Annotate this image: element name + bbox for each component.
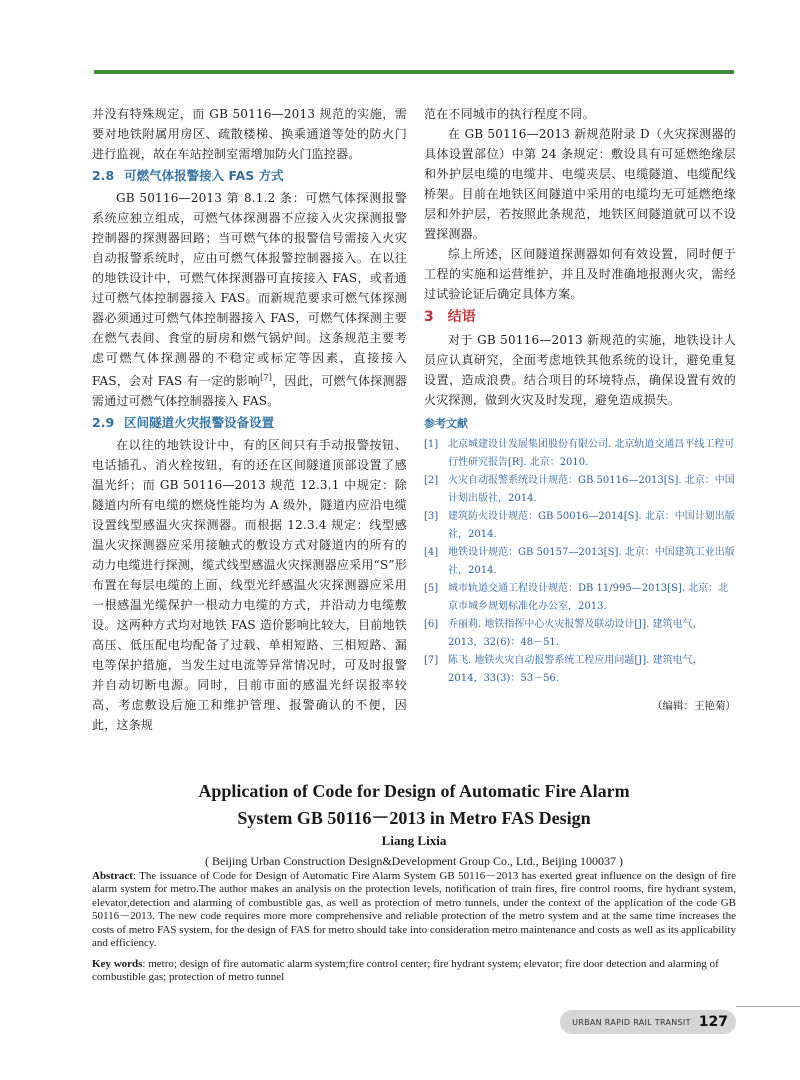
- reference-item: [424, 436, 736, 472]
- english-affiliation: ( Beijing Urban Construction Design&Development Group Co., Ltd., Beijing 100037 ): [205, 854, 623, 868]
- journal-name: URBAN RAPID RAIL TRANSIT: [572, 1017, 691, 1027]
- reference-text: 乔丽莉. 地铁指挥中心火灾报警及联动设计[J]. 建筑电气，2013，32(6)：48－51.: [448, 619, 703, 648]
- section-title: 可燃气体报警接入 FAS 方式: [124, 168, 284, 183]
- reference-item: [424, 652, 736, 688]
- reference-number: [1]: [424, 439, 439, 450]
- editor-note: （编辑：王艳菊）: [652, 700, 736, 712]
- footer-rule: [736, 1006, 800, 1007]
- reference-item: [424, 508, 736, 544]
- references-heading: 参考文献: [424, 417, 468, 430]
- reference-text: 北京城建设计发展集团股份有限公司. 北京轨道交通昌平线工程可行性研究报告[R]. 北京：2010.: [448, 439, 735, 468]
- reference-number: [2]: [424, 475, 439, 486]
- section-heading-3: [424, 306, 736, 328]
- paragraph: 并没有特殊规定，而 GB 50116—2013 规范的实施，需要对地铁附属用房区、疏散楼梯、换乘通道等处的防火门进行监视，故在车站控制室需增加防火门监控器。: [92, 107, 407, 161]
- reference-number: [7]: [424, 655, 439, 666]
- top-rule: [94, 70, 734, 74]
- reference-list: [424, 436, 736, 688]
- english-keywords: [92, 958, 736, 985]
- reference-number: [3]: [424, 511, 439, 522]
- reference-text: 城市轨道交通工程设计规范：DB 11/995—2013[S]. 北京：北京市城乡规划标准化办公室，2013.: [448, 583, 729, 612]
- paragraph: 在 GB 50116—2013 新规范附录 D（火灾探测器的具体设置部位）中第 24 条规定：敷设具有可延燃绝缘层和外护层电缆的电缆井、电缆夹层、电缆隧道、电缆配线桥架。目前在地铁区间隧道中采用的电缆均无可延燃绝缘层和外护层，若按照此条规范，地铁区间隧道就可以不设置探测器。: [424, 127, 736, 241]
- paragraph: 范在不同城市的执行程度不同。: [424, 107, 595, 121]
- right-column: [424, 104, 736, 714]
- section-title: 结语: [447, 309, 476, 325]
- section-heading-2-8: [92, 166, 407, 186]
- english-title-line: System GB 50116－2013 in Metro FAS Design: [237, 808, 591, 828]
- citation-ref: [7]: [260, 373, 273, 382]
- reference-number: [6]: [424, 619, 439, 630]
- reference-number: [5]: [424, 583, 439, 594]
- page-footer: [560, 1010, 736, 1034]
- keywords-text: : metro; design of fire automatic alarm system;fire control center; fire hydrant system; elevator; fire door detection and alarming of combustible gas; protection of metro tunnel: [92, 958, 719, 984]
- section-number: 3: [424, 309, 434, 325]
- paragraph: 对于 GB 50116—2013 新规范的实施，地铁设计人员应认真研究，全面考虑地铁其他系统的设计，避免重复设置，造成浪费。结合项目的环境特点，确保设置有效的火灾探测，做到火灾及时发现，避免造成损失。: [424, 333, 736, 407]
- paragraph: 综上所述，区间隧道探测器如何有效设置，同时便于工程的实施和运营维护，并且及时准确地报测火灾，需经过试验论证后确定具体方案。: [424, 247, 736, 301]
- english-title-line: Application of Code for Design of Automatic Fire Alarm: [198, 781, 630, 801]
- english-abstract: [92, 870, 736, 950]
- section-number: 2.8: [92, 168, 115, 183]
- section-title: 区间隧道火灾报警设备设置: [124, 415, 275, 430]
- abstract-label: Abstract: [92, 870, 133, 882]
- reference-text: 地铁设计规范：GB 50157—2013[S]. 北京：中国建筑工业出版社，2014.: [448, 547, 735, 576]
- abstract-text: : The issuance of Code for Design of Automatic Fire Alarm System GB 50116－2013 has exerted great influence on the design of fire alarm system for metro.The author makes an analysis on the protection levels, notification of train fires, fire control rooms, fire hydrant system, elevator,detection and alarming of combustible gas, as well as protection of metro tunnels, under the context of the application of the code GB 50116－2013. The new code requires more more comprehensive and reliable protection of the metro system and at the same time increases the costs of metro FAS system, for the design of FAS for metro should take into consideration metro maintenance and costs as well as its applicability and efficiency.: [92, 870, 736, 950]
- reference-text: 建筑防火设计规范：GB 50016—2014[S]. 北京：中国计划出版社，2014.: [448, 511, 735, 540]
- paragraph-text: GB 50116—2013 第 8.1.2 条：可燃气体探测报警系统应独立组成，可燃气体探测器不应接入火灾探测报警控制器的探测器回路；当可燃气体的报警信号需接入火灾自动报警系统时，应由可燃气体报警控制器接入。在以往的地铁设计中，可燃气体探测器可直接接入 FAS，或者通过可燃气体控制器接入 FAS。而新规范要求可燃气体探测器必须通过可燃气体控制器接入 FAS，可燃气体探测主要在燃气表间、食堂的厨房和燃气锅炉间。这条规范主要考虑可燃气体探测器的不稳定或标定等因素，直接接入 FAS，会对 FAS 有一定的影响: [92, 191, 407, 388]
- keywords-label: Key words: [92, 958, 143, 970]
- section-heading-2-9: [92, 413, 407, 433]
- reference-item: [424, 616, 736, 652]
- paragraph-text: ，因此，可燃气体探测器需通过可燃气体控制器接入 FAS。: [92, 374, 408, 408]
- reference-text: 陈飞. 地铁火灾自动报警系统工程应用问题[J]. 建筑电气，2014，33(3)：53－56.: [448, 655, 703, 684]
- reference-text: 火灾自动报警系统设计规范：GB 50116—2013[S]. 北京：中国计划出版社，2014.: [448, 475, 735, 504]
- english-author: Liang Lixia: [381, 833, 447, 848]
- section-number: 2.9: [92, 415, 115, 430]
- english-title: [92, 778, 736, 832]
- paragraph: 在以往的地铁设计中，有的区间只有手动报警按钮、电话插孔、消火栓按钮，有的还在区间隧道顶部设置了感温光纤；而 GB 50116—2013 规范 12.3.1 中规定：除隧道内所有电缆的燃烧性能均为 A 级外，隧道内应沿电缆设置线型感温火灾探测器。而根据 12.3.4 规定：线型感温火灾探测器应采用接触式的敷设方式对隧道内的所有的动力电缆进行探测，缆式线型感温火灾探测器应采用“S”形布置在每层电缆的上面，线型光纤感温火灾探测器应采用一根感温光缆保护一根动力电缆的方式，并沿动力电缆敷设。这两种方式均对地铁 FAS 造价影响比较大，目前地铁高压、低压配电均配备了过载、单相短路、三相短路、漏电等保护措施，当发生过电流等异常情况时，可及时报警并自动切断电源。同时，目前市面的感温光纤误报率较高，考虑敷设后施工和维护管理、报警确认的不便，因此，这条规: [92, 438, 407, 732]
- reference-number: [4]: [424, 547, 439, 558]
- paragraph: [92, 188, 407, 411]
- reference-item: [424, 472, 736, 508]
- page-number: 127: [698, 1014, 728, 1030]
- reference-item: [424, 544, 736, 580]
- reference-item: [424, 580, 736, 616]
- left-column: [92, 104, 407, 735]
